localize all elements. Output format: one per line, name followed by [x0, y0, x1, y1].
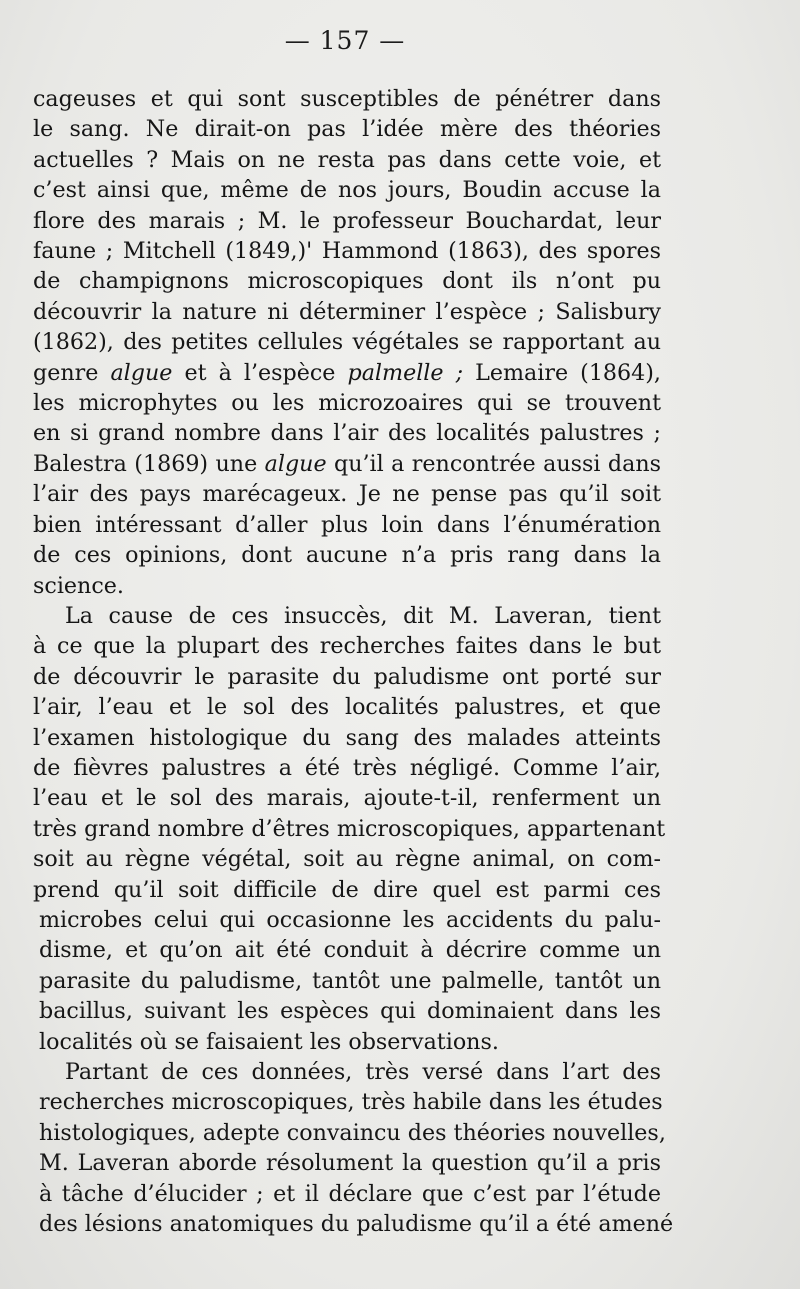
text-line: l’eau et le sol des marais, ajoute-t-il, renferment un: [33, 785, 661, 812]
text-line: en si grand nombre dans l’air des localités palustres ;: [33, 420, 661, 447]
text-line: c’est ainsi que, même de nos jours, Boudin accuse la: [33, 177, 661, 204]
text-line: localités où se faisaient les observations.: [39, 1028, 499, 1055]
text-line: le sang. Ne dirait-on pas l’idée mère des théories: [33, 116, 661, 143]
text-line: des lésions anatomiques du paludisme qu’il a été amené: [39, 1211, 674, 1238]
text-line: M. Laveran aborde résolument la question qu’il a pris: [39, 1150, 661, 1177]
text-line: disme, et qu’on ait été conduit à décrire comme un: [39, 937, 661, 964]
text-line: de champignons microscopiques dont ils n’ont pu: [33, 268, 661, 295]
paragraph-3: [33, 1057, 674, 1239]
text-line: de découvrir le parasite du paludisme ont porté sur: [33, 663, 661, 690]
page-number: — 157 —: [284, 26, 406, 55]
text-line: Partant de ces données, très versé dans l’art des: [65, 1059, 661, 1085]
text-line: bien intéressant d’aller plus loin dans l’énumération: [33, 511, 661, 538]
text-line: La cause de ces insuccès, dit M. Laveran, tient: [65, 602, 661, 629]
text-line: l’air, l’eau et le sol des localités palustres, et que: [33, 694, 661, 721]
text-line: prend qu’il soit difficile de dire quel est parmi ces: [33, 876, 661, 903]
text-line: l’examen histologique du sang des malades atteints: [33, 724, 661, 751]
text-line: très grand nombre d’êtres microscopiques, appartenant: [33, 815, 666, 842]
body-text: [33, 84, 674, 1239]
text-line: bacillus, suivant les espèces qui dominaient dans les: [39, 998, 661, 1025]
text-line: microbes celui qui occasionne les accidents du palu-: [39, 906, 661, 933]
text-line: à tâche d’élucider ; et il déclare que c’est par l’étude: [39, 1180, 661, 1207]
text-line: Balestra (1869) une algue qu’il a rencontrée aussi dans: [33, 450, 662, 477]
text-line: science.: [33, 572, 124, 599]
text-line: histologiques, adepte convaincu des théories nouvelles,: [39, 1119, 666, 1146]
paragraph-2: [33, 601, 666, 1057]
text-line: recherches microscopiques, très habile dans les études: [39, 1089, 663, 1116]
text-line: cageuses et qui sont susceptibles de pénétrer dans: [33, 86, 661, 112]
text-line: de ces opinions, dont aucune n’a pris rang dans la: [33, 542, 661, 569]
text-line: flore des marais ; M. le professeur Bouchardat, leur: [33, 207, 661, 234]
text-line: parasite du paludisme, tantôt une palmelle, tantôt un: [39, 967, 661, 994]
text-line: genre algue et à l’espèce palmelle ; Lemaire (1864),: [33, 359, 661, 386]
text-line: de fièvres palustres a été très négligé. Comme l’air,: [33, 754, 661, 781]
text-line: découvrir la nature ni déterminer l’espèce ; Salisbury: [33, 298, 661, 325]
text-line: faune ; Mitchell (1849,)' Hammond (1863), des spores: [33, 238, 661, 265]
text-line: les microphytes ou les microzoaires qui se trouvent: [33, 390, 661, 417]
text-line: (1862), des petites cellules végétales se rapportant au: [33, 329, 661, 356]
text-line: actuelles ? Mais on ne resta pas dans cette voie, et: [33, 146, 661, 173]
text-line: soit au règne végétal, soit au règne animal, on com-: [33, 846, 661, 873]
text-line: l’air des pays marécageux. Je ne pense pas qu’il soit: [33, 481, 661, 508]
text-line: à ce que la plupart des recherches faites dans le but: [33, 633, 661, 660]
paragraph-1: [33, 84, 661, 601]
